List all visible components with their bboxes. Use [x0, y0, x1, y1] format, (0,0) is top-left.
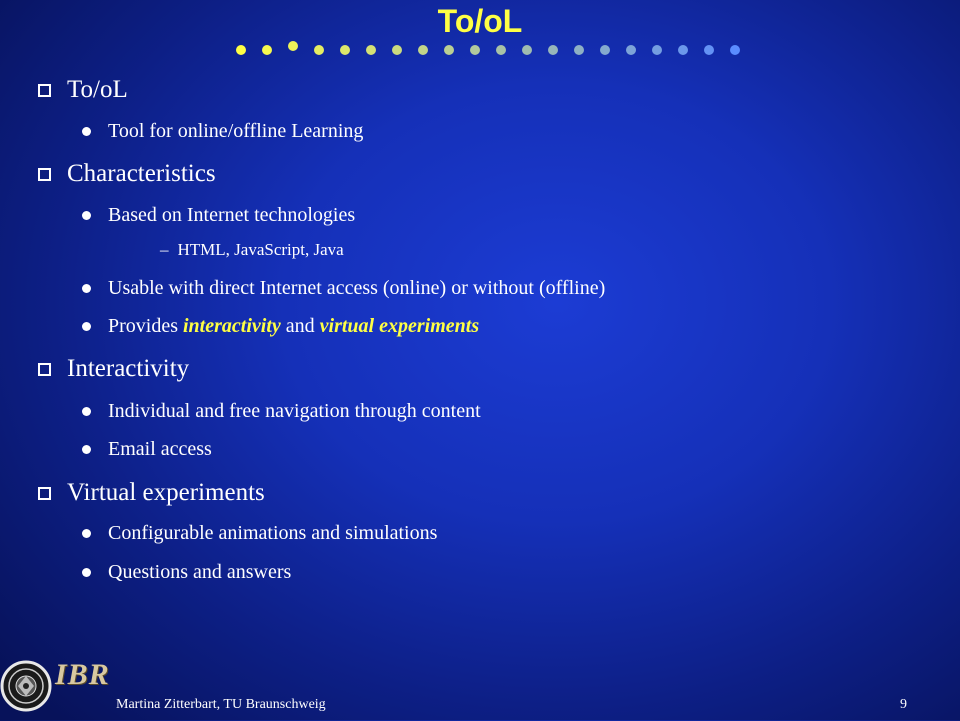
hollow-square-bullet-icon — [38, 84, 51, 97]
divider-dot — [548, 45, 558, 55]
bullet-row-questions — [82, 561, 291, 584]
item-internet-technologies: Based on Internet technologies — [108, 204, 356, 226]
disc-bullet-icon — [82, 407, 91, 416]
divider-dot — [600, 45, 610, 55]
disc-bullet-icon — [82, 284, 91, 293]
heading-to-ol: To/oL — [67, 76, 128, 103]
bullet-row-virtual-experiments — [38, 479, 265, 507]
ibr-logo: IBR — [55, 658, 110, 691]
bullet-row-email — [82, 438, 212, 461]
item-free-navigation: Individual and free navigation through content — [108, 400, 481, 422]
divider-dot — [496, 45, 506, 55]
item-animations-simulations: Configurable animations and simulations — [108, 522, 438, 544]
divider-dot — [626, 45, 636, 55]
disc-bullet-icon — [82, 445, 91, 454]
hollow-square-bullet-icon — [38, 487, 51, 500]
disc-bullet-icon — [82, 211, 91, 220]
heading-virtual-experiments: Virtual experiments — [67, 479, 265, 506]
item-email-access: Email access — [108, 438, 212, 460]
item-tool-online-offline: Tool for online/offline Learning — [108, 120, 364, 142]
divider-dot — [704, 45, 714, 55]
disc-bullet-icon — [82, 568, 91, 577]
dash-bullet: – — [160, 240, 169, 259]
divider-dot — [392, 45, 402, 55]
bullet-row-provides — [82, 315, 479, 338]
page-number: 9 — [900, 697, 907, 712]
divider-dot — [340, 45, 350, 55]
university-seal-logo — [0, 648, 56, 721]
divider-dot — [574, 45, 584, 55]
divider-dot — [262, 45, 272, 55]
item-provides — [108, 315, 479, 338]
heading-interactivity: Interactivity — [67, 355, 190, 382]
divider-dot — [444, 45, 454, 55]
bullet-row-usable — [82, 277, 605, 300]
footer-author: Martina Zitterbart, TU Braunschweig — [116, 697, 326, 712]
hollow-square-bullet-icon — [38, 168, 51, 181]
provides-text: Provides — [108, 315, 178, 337]
bullet-row-to-ol — [38, 76, 128, 104]
disc-bullet-icon — [82, 529, 91, 538]
divider-dot — [522, 45, 532, 55]
divider-dot — [678, 45, 688, 55]
disc-bullet-icon — [82, 127, 91, 136]
divider-dot — [288, 41, 298, 51]
heading-characteristics: Characteristics — [67, 160, 216, 187]
emphasis-virtual-experiments: virtual experiments — [319, 315, 480, 337]
emphasis-interactivity: interactivity — [183, 315, 281, 337]
bullet-row-tool — [82, 120, 363, 143]
divider-dot — [418, 45, 428, 55]
and-text: and — [285, 315, 315, 337]
divider-dot — [366, 45, 376, 55]
hollow-square-bullet-icon — [38, 363, 51, 376]
slide-title: To/oL — [437, 3, 523, 39]
item-usable-online-offline: Usable with direct Internet access (online) or without (offline) — [108, 277, 606, 299]
bullet-row-navigation — [82, 400, 481, 423]
divider-dot — [470, 45, 480, 55]
sub-item-html-js-java: HTML, JavaScript, Java — [177, 240, 344, 259]
bullet-row-characteristics — [38, 160, 216, 188]
sub-row-html-js-java — [160, 240, 344, 260]
divider-dot — [730, 45, 740, 55]
divider-dot — [236, 45, 246, 55]
disc-bullet-icon — [82, 322, 91, 331]
divider-dot — [652, 45, 662, 55]
divider-dot — [314, 45, 324, 55]
item-questions-answers: Questions and answers — [108, 561, 292, 583]
bullet-row-interactivity — [38, 355, 189, 383]
bullet-row-internet-tech — [82, 204, 355, 227]
bullet-row-animations — [82, 522, 437, 545]
